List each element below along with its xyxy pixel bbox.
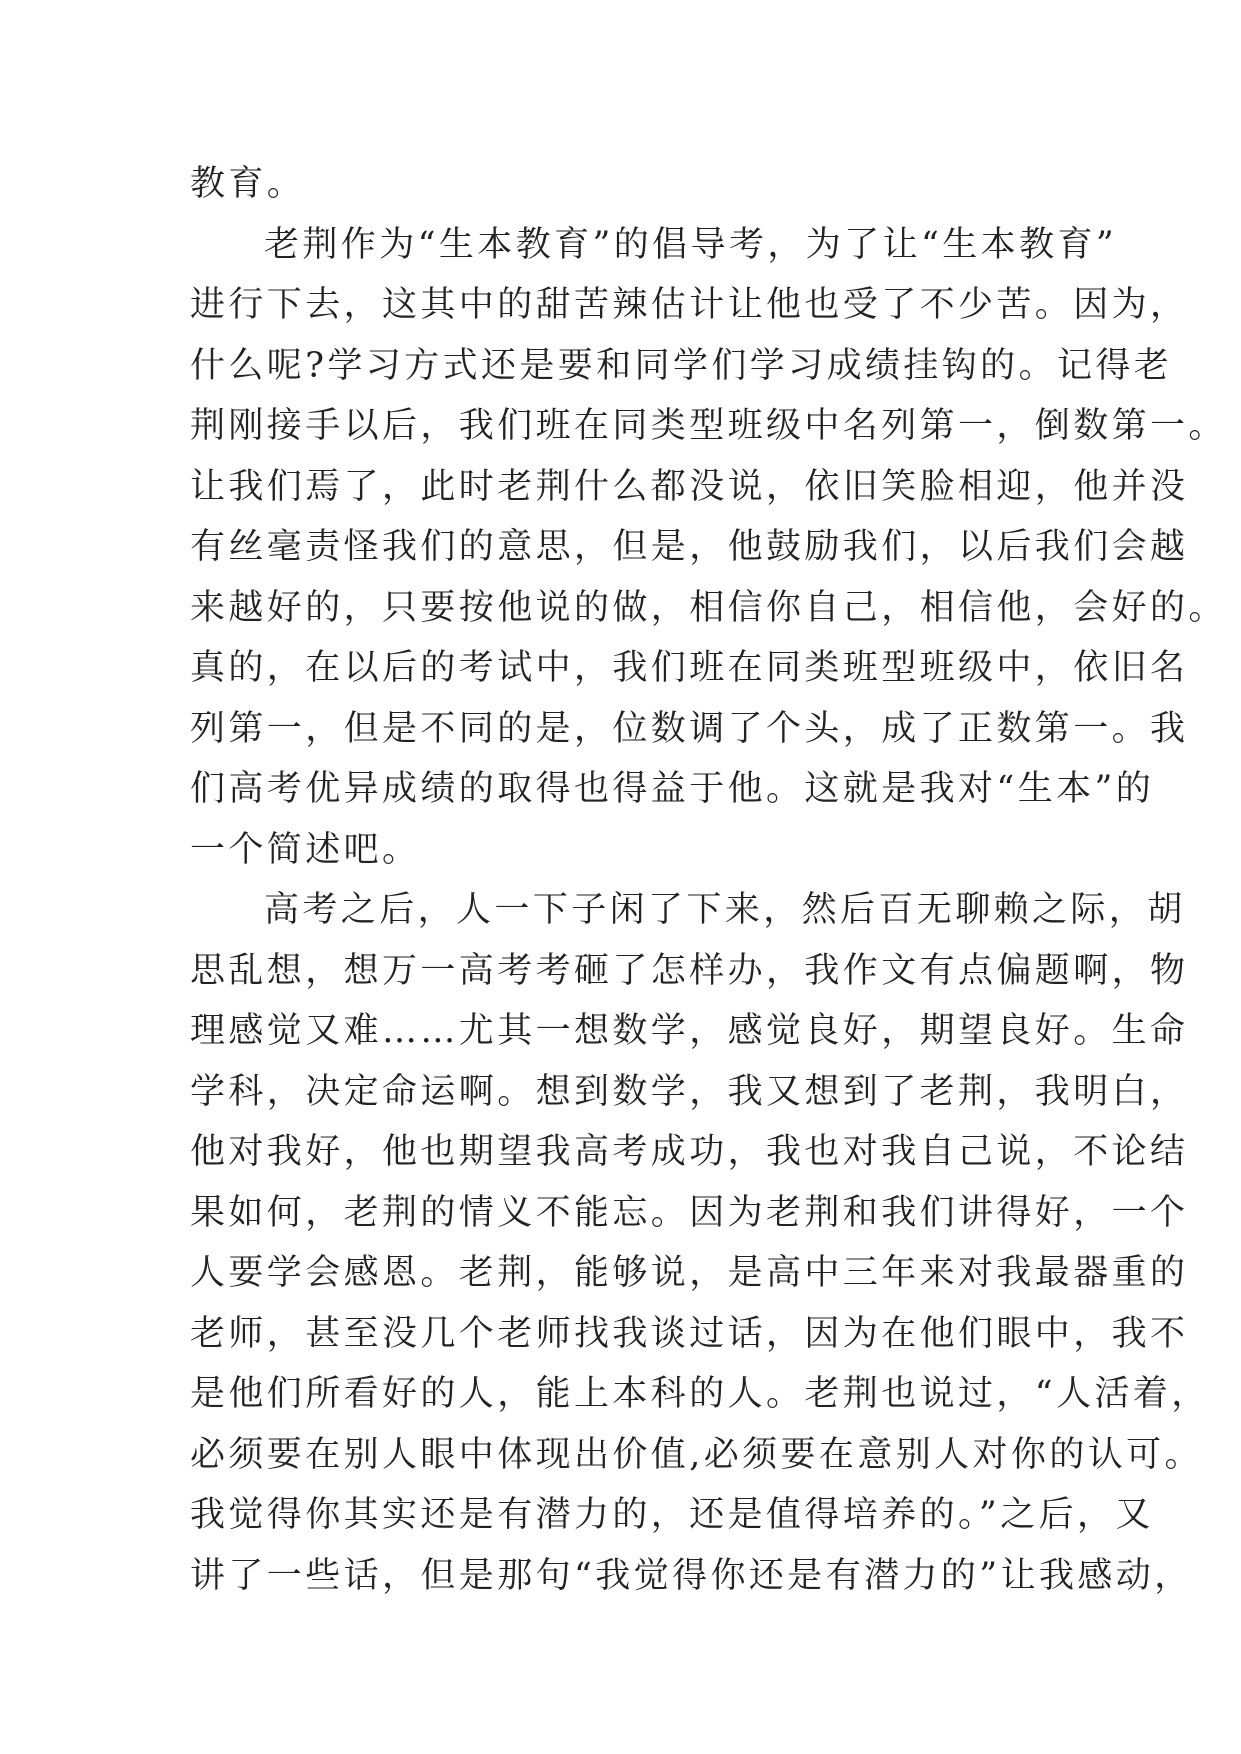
text-line: 人要学会感恩。老荆，能够说，是高中三年来对我最器重的 [190,1253,1189,1293]
text-line: 他对我好，他也期望我高考成功，我也对我自己说，不论结 [190,1132,1189,1172]
text-line: 列第一，但是不同的是，位数调了个头，成了正数第一。我 [190,708,1189,749]
paragraph-first-line: 高考之后，人一下子闲了下来，然后百无聊赖之际，胡 [264,890,1186,930]
text-line: 什么呢?学习方式还是要和同学们学习成绩挂钩的。记得老 [190,345,1173,386]
text-line: 教育。 [190,164,306,204]
text-line: 学科，决定命运啊。想到数学，我又想到了老荆，我明白， [190,1071,1189,1112]
text-line: 我觉得你其实还是有潜力的，还是值得培养的。”之后，又 [190,1495,1154,1535]
text-line: 荆刚接手以后，我们班在同类型班级中名列第一，倒数第一。 [190,406,1227,446]
text-line: 真的，在以后的考试中，我们班在同类班型班级中，依旧名 [190,648,1189,688]
text-line: 理感觉又难……尤其一想数学，感觉良好，期望良好。生命 [190,1011,1189,1051]
body-text [190,154,1227,1606]
text-line: 思乱想，想万一高考考砸了怎样办，我作文有点偏题啊，物 [190,950,1189,991]
text-line: 们高考优异成绩的取得也得益于他。这就是我对“生本”的 [190,769,1155,809]
text-line: 让我们焉了，此时老荆什么都没说，依旧笑脸相迎，他并没 [190,466,1189,507]
text-line: 进行下去，这其中的甜苦辣估计让他也受了不少苦。因为， [190,285,1189,325]
text-line: 一个简述吧。 [190,829,421,870]
text-line: 果如何，老荆的情义不能忘。因为老荆和我们讲得好，一个 [190,1192,1189,1233]
paragraph-first-line: 老荆作为“生本教育”的倡导考，为了让“生本教育” [264,224,1118,265]
text-line: 是他们所看好的人，能上本科的人。老荆也说过，“人活着， [190,1374,1210,1414]
text-line: 老师，甚至没几个老师找我谈过话，因为在他们眼中，我不 [190,1313,1189,1354]
text-line: 有丝毫责怪我们的意思，但是，他鼓励我们，以后我们会越 [190,527,1189,567]
text-line: 必须要在别人眼中体现出价值,必须要在意别人对你的认可。 [190,1434,1203,1475]
text-line: 来越好的，只要按他说的做，相信你自己，相信他，会好的。 [190,587,1227,628]
text-line: 讲了一些话，但是那句“我觉得你还是有潜力的”让我感动， [190,1555,1193,1596]
